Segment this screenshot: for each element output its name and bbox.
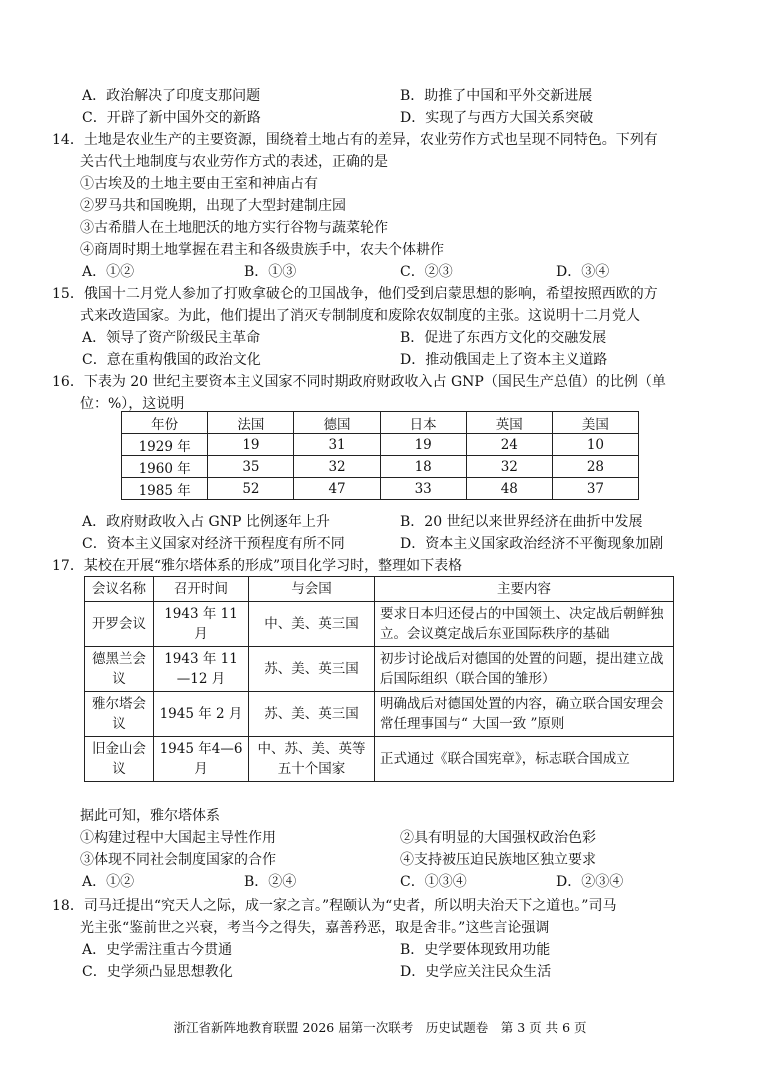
table-header-cell: 会议名称 — [85, 577, 154, 602]
table-cell: 明确战后对德国处置的内容，确立联合国安理会常任理事国与“ 大国一致 ”原则 — [375, 692, 674, 737]
q13-option-a: A．政治解决了印度支那问题 — [82, 88, 261, 104]
gnp-table — [121, 411, 639, 500]
table-cell: 1945 年4—6 月 — [154, 737, 249, 782]
q15-option-b: B．促进了东西方文化的交融发展 — [400, 330, 607, 346]
table-cell: 雅尔塔会议 — [85, 692, 154, 737]
q18-option-d: D．史学应关注民众生活 — [400, 964, 552, 980]
table-cell: 开罗会议 — [85, 602, 154, 647]
q13-option-b: B．助推了中国和平外交新进展 — [400, 88, 593, 104]
table-cell: 28 — [552, 456, 638, 478]
q16-stem-line-2: 位：%），这说明 — [80, 396, 185, 412]
q16-option-d: D．资本主义国家政治经济不平衡现象加剧 — [400, 536, 664, 552]
q14-option-b: B．①③ — [244, 264, 297, 280]
q18-stem-line-2: 光主张“鉴前世之兴衰，考当今之得失，嘉善矜恶，取是舍非。”这些言论强调 — [80, 920, 550, 936]
q14-statement-2: ②罗马共和国晚期，出现了大型封建制庄园 — [80, 198, 346, 214]
table-header-cell: 日本 — [380, 412, 466, 434]
table-cell: 正式通过《联合国宪章》，标志联合国成立 — [375, 737, 674, 782]
table-header-row — [85, 577, 674, 602]
table-cell: 1945 年 2 月 — [154, 692, 249, 737]
q15-option-c: C．意在重构俄国的政治文化 — [82, 352, 261, 368]
table-cell: 47 — [294, 478, 380, 500]
table-cell: 32 — [294, 456, 380, 478]
table-cell: 48 — [466, 478, 552, 500]
q17-statement-1: ①构建过程中大国起主导性作用 — [80, 830, 276, 846]
q14-option-c: C．②③ — [400, 264, 453, 280]
table-row — [122, 456, 639, 478]
table-cell: 苏、美、英三国 — [249, 647, 375, 692]
table-row — [85, 647, 674, 692]
q17-option-c: C．①③④ — [400, 874, 467, 890]
q14-option-d: D．③④ — [556, 264, 610, 280]
table-cell: 1985 年 — [122, 478, 208, 500]
table-row — [85, 692, 674, 737]
q18-stem-line-1: 18．司马迁提出“究天人之际，成一家之言。”程颐认为“史者，所以明夫治天下之道也。”司马 — [52, 898, 617, 914]
q17-statement-3: ③体现不同社会制度国家的合作 — [80, 852, 276, 868]
table-header-row — [122, 412, 639, 434]
q15-option-d: D．推动俄国走上了资本主义道路 — [400, 352, 608, 368]
table-cell: 37 — [552, 478, 638, 500]
table-cell: 33 — [380, 478, 466, 500]
table-cell: 31 — [294, 434, 380, 456]
table-cell: 中、苏、美、英等五十个国家 — [249, 737, 375, 782]
table-cell: 35 — [208, 456, 294, 478]
table-cell: 初步讨论战后对德国的处置的问题，提出建立战后国际组织（联合国的雏形） — [375, 647, 674, 692]
q17-statement-4: ④支持被压迫民族地区独立要求 — [400, 852, 596, 868]
table-header-cell: 与会国 — [249, 577, 375, 602]
yalta-table — [84, 576, 674, 782]
q16-option-a: A．政府财政收入占 GNP 比例逐年上升 — [82, 514, 330, 530]
table-cell: 52 — [208, 478, 294, 500]
table-cell: 18 — [380, 456, 466, 478]
q17-option-d: D．②③④ — [556, 874, 624, 890]
table-row — [85, 737, 674, 782]
table-header-cell: 美国 — [552, 412, 638, 434]
table-cell: 要求日本归还侵占的中国领土、决定战后朝鲜独立。会议奠定战后东亚国际秩序的基础 — [375, 602, 674, 647]
q14-statement-3: ③古希腊人在土地肥沃的地方实行谷物与蔬菜轮作 — [80, 220, 388, 236]
q16-option-c: C．资本主义国家对经济干预程度有所不同 — [82, 536, 345, 552]
table-cell: 1960 年 — [122, 456, 208, 478]
table-cell: 旧金山会议 — [85, 737, 154, 782]
table-cell: 1943 年 11 月 — [154, 602, 249, 647]
table-cell: 10 — [552, 434, 638, 456]
table-header-cell: 德国 — [294, 412, 380, 434]
q15-option-a: A．领导了资产阶级民主革命 — [82, 330, 261, 346]
table-cell: 24 — [466, 434, 552, 456]
q14-stem-line-1: 14．土地是农业生产的主要资源，围绕着土地占有的差异，农业劳作方式也呈现不同特色。下列有 — [52, 132, 658, 148]
table-row — [122, 434, 639, 456]
q13-option-c: C．开辟了新中国外交的新路 — [82, 110, 261, 126]
q17-conclusion: 据此可知，雅尔塔体系 — [80, 808, 220, 824]
q13-option-d: D．实现了与西方大国关系突破 — [400, 110, 594, 126]
q17-stem: 17．某校在开展“雅尔塔体系的形成”项目化学习时，整理如下表格 — [52, 558, 463, 574]
q14-statement-4: ④商周时期土地掌握在君主和各级贵族手中，农夫个体耕作 — [80, 242, 444, 258]
page-footer: 浙江省新阵地教育联盟 2026 届第一次联考 历史试题卷 第 3 页 共 6 页 — [173, 1020, 587, 1035]
table-header-cell: 英国 — [466, 412, 552, 434]
q14-statement-1: ①古埃及的土地主要由王室和神庙占有 — [80, 176, 318, 192]
table-row — [122, 478, 639, 500]
q16-option-b: B．20 世纪以来世界经济在曲折中发展 — [400, 514, 643, 530]
q17-option-b: B．②④ — [244, 874, 297, 890]
table-cell: 1929 年 — [122, 434, 208, 456]
table-cell: 德黑兰会议 — [85, 647, 154, 692]
q18-option-b: B．史学要体现致用功能 — [400, 942, 551, 958]
table-header-cell: 主要内容 — [375, 577, 674, 602]
table-cell: 中、美、英三国 — [249, 602, 375, 647]
table-cell: 1943 年 11—12 月 — [154, 647, 249, 692]
table-cell: 19 — [380, 434, 466, 456]
table-cell: 32 — [466, 456, 552, 478]
q17-statement-2: ②具有明显的大国强权政治色彩 — [400, 830, 596, 846]
q16-stem-line-1: 16．下表为 20 世纪主要资本主义国家不同时期政府财政收入占 GNP（国民生产总值）的比例（单 — [52, 374, 666, 390]
q17-option-a: A．①② — [82, 874, 135, 890]
q15-stem-line-1: 15．俄国十二月党人参加了打败拿破仑的卫国战争，他们受到启蒙思想的影响，希望按照西欧的方 — [52, 286, 658, 302]
table-header-cell: 召开时间 — [154, 577, 249, 602]
q18-option-c: C．史学须凸显思想教化 — [82, 964, 233, 980]
q14-option-a: A．①② — [82, 264, 135, 280]
table-header-cell: 年份 — [122, 412, 208, 434]
table-cell: 19 — [208, 434, 294, 456]
table-row — [85, 602, 674, 647]
q15-stem-line-2: 式来改造国家。为此，他们提出了消灭专制制度和废除农奴制度的主张。这说明十二月党人 — [80, 308, 640, 324]
table-header-cell: 法国 — [208, 412, 294, 434]
table-cell: 苏、美、英三国 — [249, 692, 375, 737]
q14-stem-line-2: 关古代土地制度与农业劳作方式的表述，正确的是 — [80, 154, 388, 170]
q18-option-a: A．史学需注重古今贯通 — [82, 942, 233, 958]
